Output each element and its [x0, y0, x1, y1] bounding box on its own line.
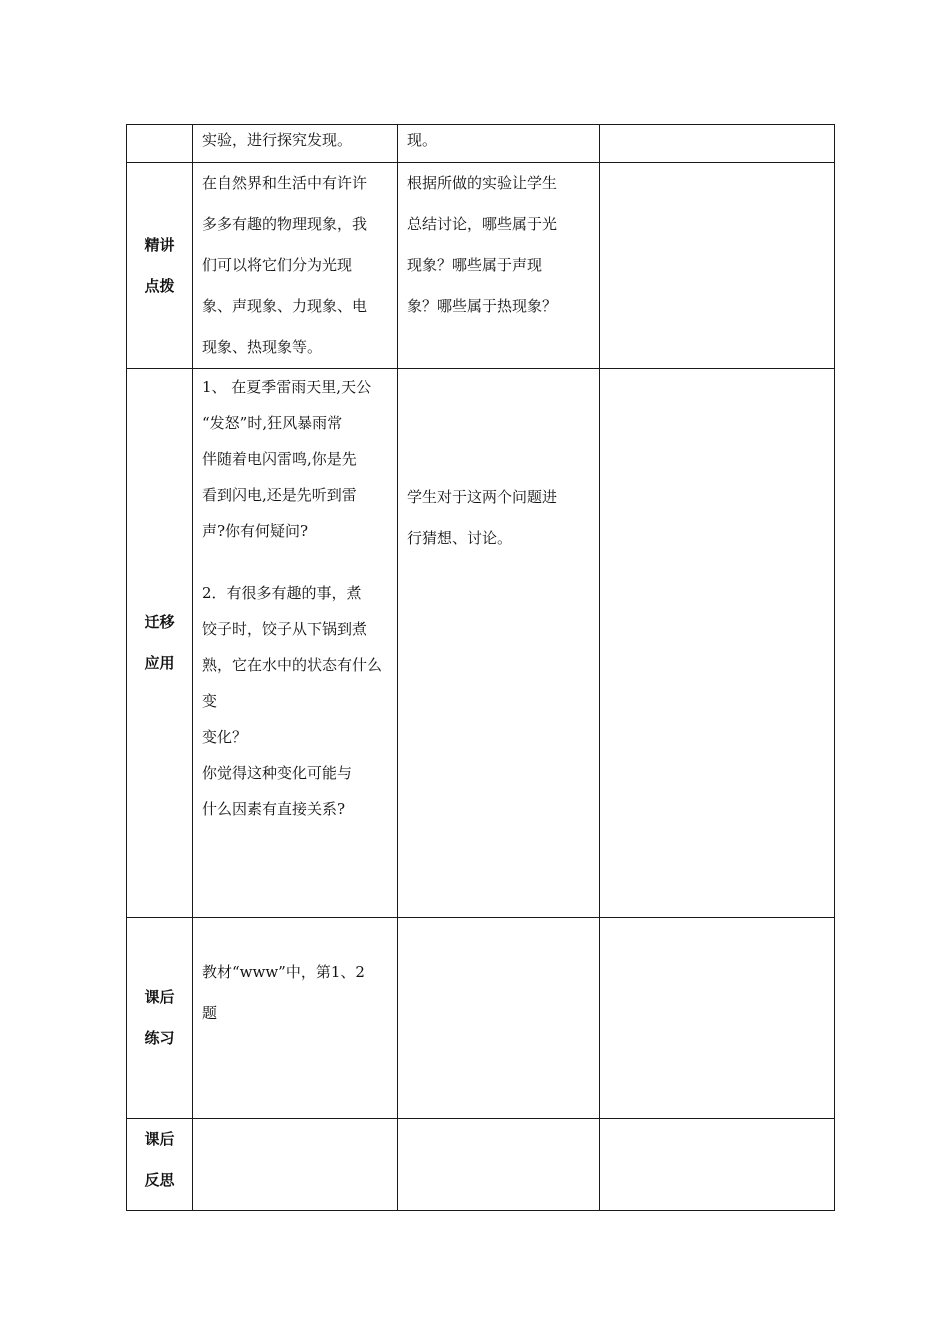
- row-label-line: 课后: [144, 988, 175, 1006]
- activity-line: 现象？哪些属于声现: [407, 256, 543, 274]
- table-row: [127, 918, 835, 1119]
- table-row: [127, 369, 835, 918]
- question-line: 变: [202, 692, 218, 710]
- row-label-line: 课后: [144, 1130, 175, 1148]
- activity-line: 学生对于这两个问题进: [407, 488, 558, 506]
- activity-line: 根据所做的实验让学生: [407, 174, 558, 192]
- row-label: [127, 1119, 193, 1211]
- question-line: 饺子时，饺子从下锅到煮: [202, 620, 368, 638]
- content-line: 象、声现象、力现象、电: [202, 297, 368, 315]
- table-row: [127, 125, 835, 163]
- table-row: [127, 1119, 835, 1211]
- question-line: 你觉得这种变化可能与: [202, 764, 353, 782]
- question-line: 2．有很多有趣的事，煮: [202, 584, 362, 602]
- content-line: 题: [202, 1004, 218, 1022]
- question-line: “发怒”时,狂风暴雨常: [202, 414, 343, 432]
- content-line: 教材“www”中，第1、2: [202, 963, 365, 981]
- row-label: [127, 369, 193, 918]
- activity-cell: [398, 918, 600, 1119]
- notes-cell: [600, 163, 835, 369]
- content-cell: [193, 369, 398, 918]
- table-row: [127, 163, 835, 369]
- question-line: 什么因素有直接关系?: [202, 800, 346, 818]
- content-cell: [193, 918, 398, 1119]
- content-line: 们可以将它们分为光现: [202, 256, 353, 274]
- question-line: 变化？: [202, 728, 248, 746]
- content-cell: [193, 125, 398, 163]
- notes-cell: [600, 125, 835, 163]
- activity-line: 现。: [407, 131, 438, 149]
- row-label-line: 精讲: [144, 235, 175, 254]
- content-cell: [193, 163, 398, 369]
- question-line: 伴随着电闪雷鸣,你是先: [202, 450, 357, 468]
- row-label-line: 点拨: [144, 276, 175, 295]
- activity-cell: [398, 369, 600, 918]
- activity-cell: [398, 1119, 600, 1211]
- question-line: 1、 在夏季雷雨天里,天公: [202, 378, 372, 396]
- content-line: 在自然界和生活中有许许: [202, 174, 368, 192]
- row-label: [127, 918, 193, 1119]
- question-line: 声?你有何疑问?: [202, 522, 309, 540]
- lesson-plan-table: [126, 124, 835, 1211]
- question-line: 看到闪电,还是先听到雷: [202, 486, 357, 504]
- activity-line: 行猜想、讨论。: [407, 529, 513, 547]
- content-line: 现象、热现象等。: [202, 338, 323, 356]
- row-label-line: 反思: [144, 1171, 175, 1189]
- content-cell: [193, 1119, 398, 1211]
- notes-cell: [600, 918, 835, 1119]
- row-label: [127, 125, 193, 163]
- content-line: 实验，进行探究发现。: [202, 131, 353, 149]
- activity-cell: [398, 163, 600, 369]
- notes-cell: [600, 1119, 835, 1211]
- row-label-line: 迁移: [144, 613, 175, 631]
- activity-cell: [398, 125, 600, 163]
- activity-line: 象？哪些属于热现象？: [407, 297, 558, 315]
- row-label-line: 练习: [144, 1029, 175, 1047]
- notes-cell: [600, 369, 835, 918]
- row-label-line: 应用: [144, 654, 175, 672]
- question-line: 熟，它在水中的状态有什么: [202, 656, 383, 674]
- row-label: [127, 163, 193, 369]
- activity-line: 总结讨论，哪些属于光: [407, 215, 558, 233]
- content-line: 多多有趣的物理现象，我: [202, 215, 368, 233]
